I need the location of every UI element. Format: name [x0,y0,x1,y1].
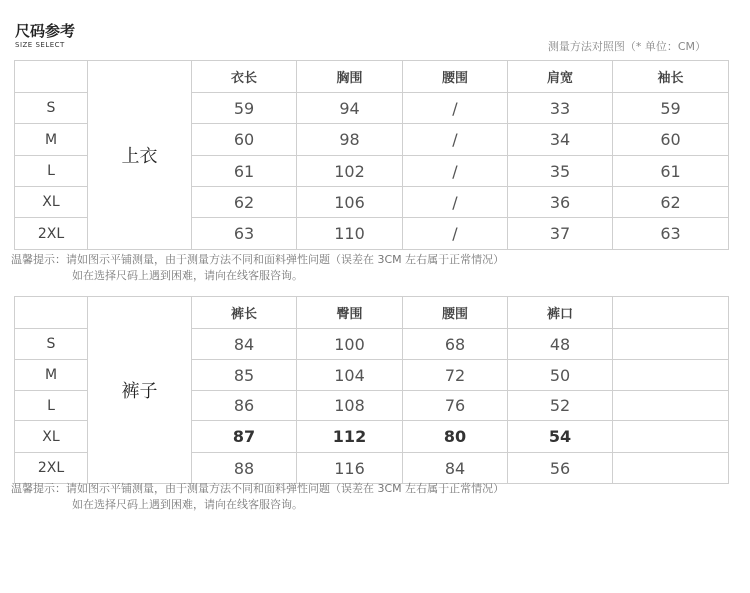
size-value: 98 [297,124,403,156]
tip-line-2: 如在选择尺码上遇到困难，请向在线客服咨询。 [72,498,303,511]
size-value: 84 [403,453,508,484]
pants-size-table [14,296,729,484]
size-value: 33 [508,93,613,124]
size-value: 52 [508,391,613,421]
size-value [613,421,729,453]
size-value: 54 [508,421,613,453]
size-reference-title: 尺码参考 [15,22,76,40]
size-value: 59 [613,93,729,124]
size-value: 88 [192,453,297,484]
size-value: 86 [192,391,297,421]
tip-line-2: 如在选择尺码上遇到困难，请向在线客服咨询。 [72,269,303,282]
corner-cell [15,297,88,329]
size-label: S [15,93,88,124]
size-value: / [403,124,508,156]
size-value: 61 [613,156,729,187]
size-value: / [403,156,508,187]
size-value: 108 [297,391,403,421]
size-value: 36 [508,187,613,218]
size-value: / [403,218,508,250]
size-value: 50 [508,360,613,391]
pants-category-label: 裤子 [88,297,192,484]
size-value: / [403,93,508,124]
size-value [613,360,729,391]
size-select-subtitle: SIZE SELECT [15,41,65,49]
measurement-unit-note: 测量方法对照图（* 单位：CM） [547,40,706,53]
size-value: 60 [192,124,297,156]
size-value: 110 [297,218,403,250]
column-header: 袖长 [613,61,729,93]
size-value: 84 [192,329,297,360]
size-label: XL [15,187,88,218]
size-value: 94 [297,93,403,124]
size-label: M [15,360,88,391]
size-value: 102 [297,156,403,187]
size-value: 76 [403,391,508,421]
tip-line-1: 温馨提示：请如图示平铺测量，由于测量方法不同和面料弹性问题（误差在 3CM 左右属于正常情况） [11,482,505,495]
size-value: 72 [403,360,508,391]
measurement-tip [11,252,504,284]
size-value: 34 [508,124,613,156]
size-label: S [15,329,88,360]
column-header: 裤长 [192,297,297,329]
size-value: 87 [192,421,297,453]
size-label: L [15,391,88,421]
size-value: 59 [192,93,297,124]
size-label: 2XL [15,218,88,250]
corner-cell [15,61,88,93]
size-label: XL [15,421,88,453]
column-header: 裤口 [508,297,613,329]
size-value: 112 [297,421,403,453]
size-value: 37 [508,218,613,250]
size-value: 48 [508,329,613,360]
tops-category-label: 上衣 [88,61,192,250]
size-value: 63 [192,218,297,250]
size-value: 63 [613,218,729,250]
size-value: 106 [297,187,403,218]
size-value: 62 [613,187,729,218]
column-header: 胸围 [297,61,403,93]
size-value [613,391,729,421]
size-value: 104 [297,360,403,391]
size-value: 100 [297,329,403,360]
size-value: 85 [192,360,297,391]
column-header [613,297,729,329]
size-value: 35 [508,156,613,187]
size-value: 56 [508,453,613,484]
column-header: 腰围 [403,61,508,93]
size-value: / [403,187,508,218]
column-header: 衣长 [192,61,297,93]
size-value: 116 [297,453,403,484]
size-value: 60 [613,124,729,156]
tops-size-table [14,60,729,250]
size-label: L [15,156,88,187]
measurement-tip [11,481,504,513]
size-value [613,453,729,484]
column-header: 腰围 [403,297,508,329]
size-label: M [15,124,88,156]
size-value [613,329,729,360]
size-value: 62 [192,187,297,218]
column-header: 臀围 [297,297,403,329]
tip-line-1: 温馨提示：请如图示平铺测量，由于测量方法不同和面料弹性问题（误差在 3CM 左右属于正常情况） [11,253,505,266]
size-value: 61 [192,156,297,187]
size-value: 68 [403,329,508,360]
column-header: 肩宽 [508,61,613,93]
size-label: 2XL [15,453,88,484]
size-value: 80 [403,421,508,453]
